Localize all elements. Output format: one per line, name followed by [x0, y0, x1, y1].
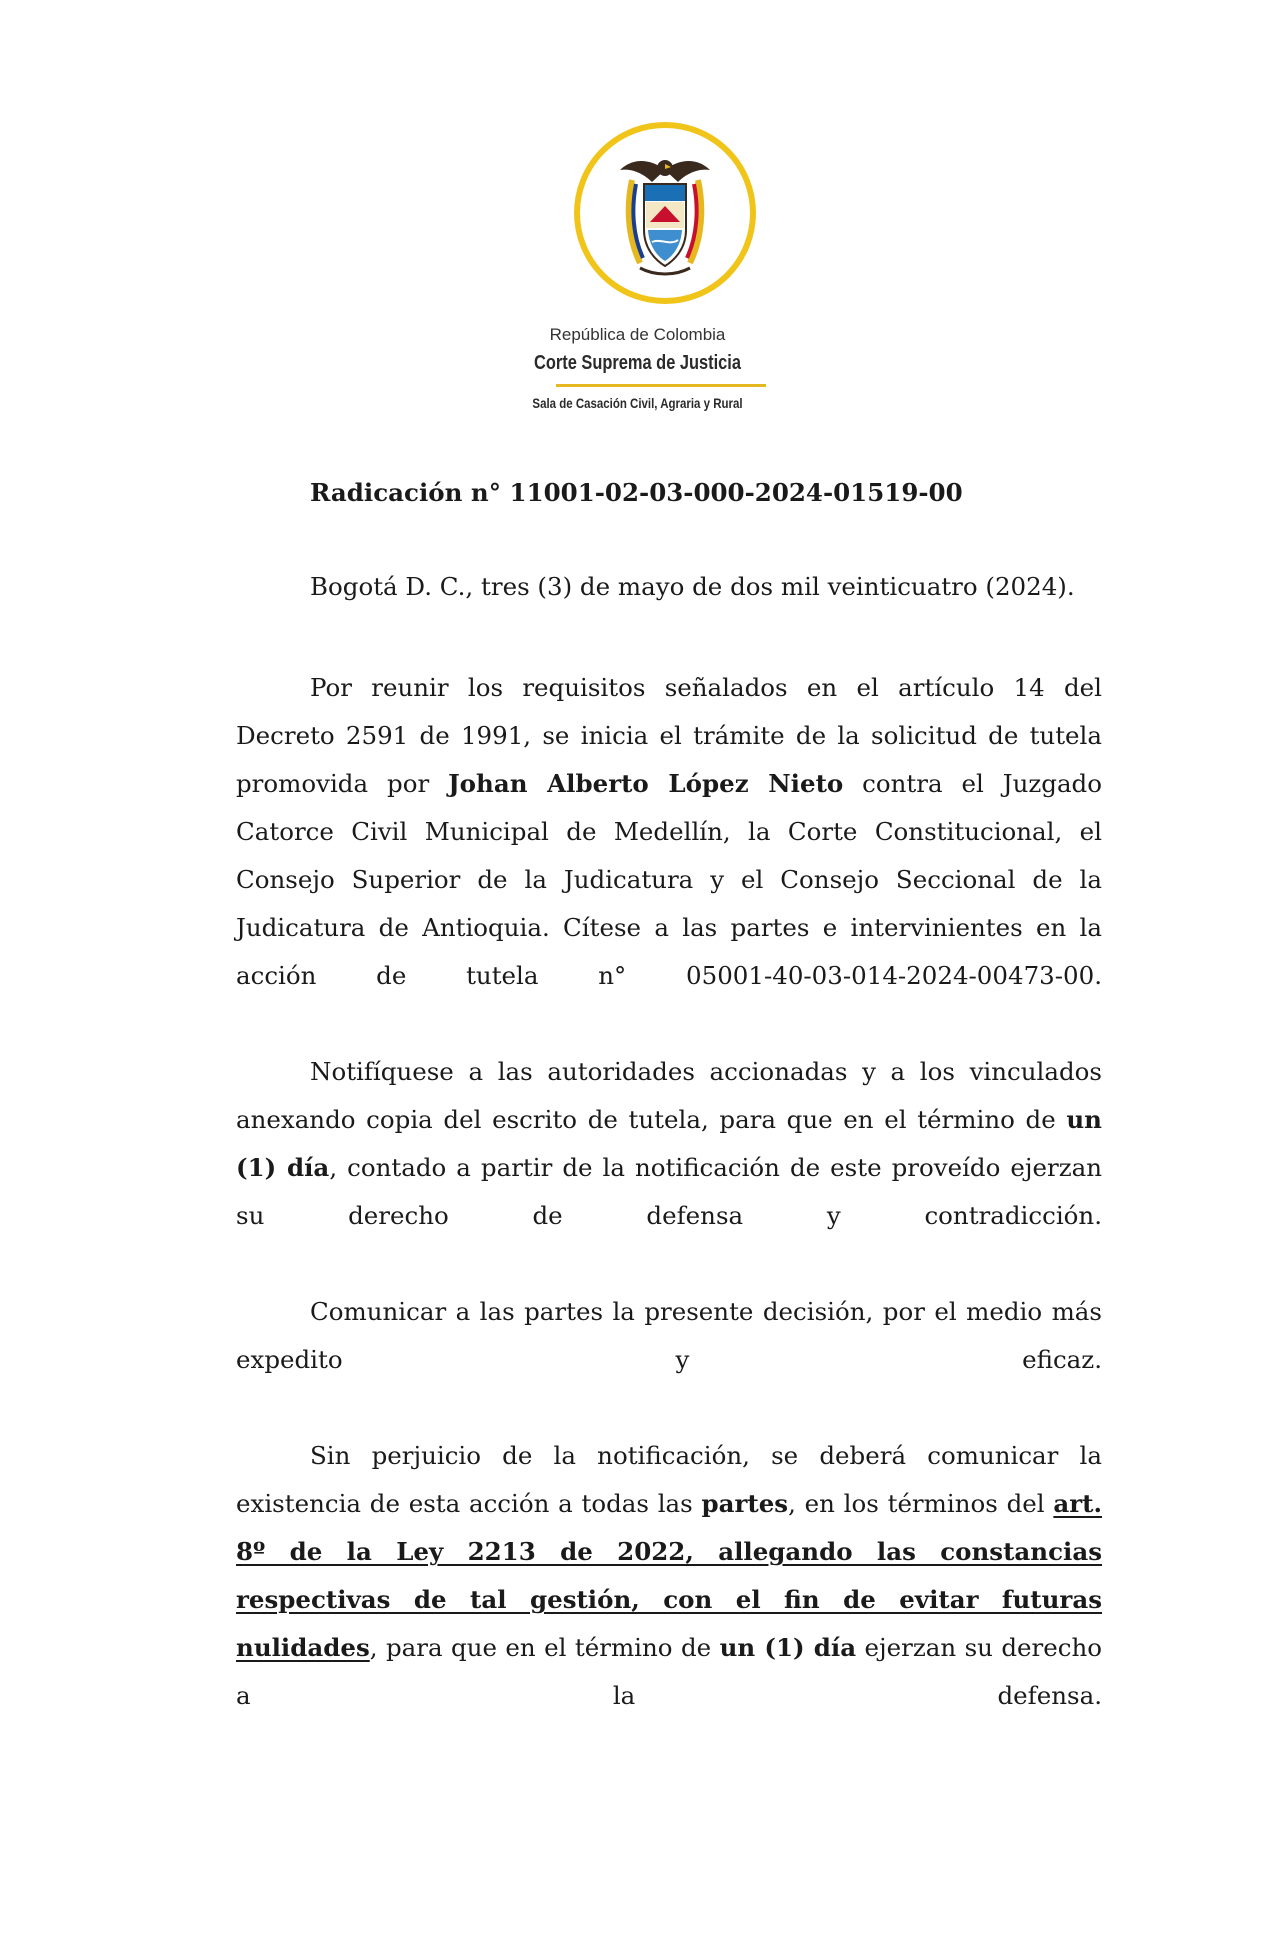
header-divider: [556, 384, 766, 387]
paragraph-communicate: Comunicar a las partes la presente decisión, por el medio más expedito y eficaz.: [236, 1297, 1102, 1374]
paragraph-admission: Por reunir los requisitos señalados en el artículo 14 del Decreto 2591 de 1991, se inicia el trámite de la solicitud de tutela promovida por Johan Alberto López Nieto contra el Juzgado Catorce Civil Municipal de Medellín, la Corte Constitucional, el Consejo Superior de la Judicatura y el Consejo Seccional de la Judicatura de Antioquia. Cítese a las partes e intervinientes en la acción de tutela n° 05001-40-03-014-2024-00473-00.: [236, 673, 1102, 990]
parties-bold: partes: [701, 1489, 789, 1518]
term-one-day: un (1) día: [236, 1105, 1102, 1182]
coat-of-arms-colombia-icon: [570, 118, 760, 308]
paragraph-notification: Notifíquese a las autoridades accionadas y a los vinculados anexando copia del escrito de tutela, para que en el término de un (1) día, contado a partir de la notificación de este proveído ejerzan su derecho de defensa y contradicción.: [236, 1057, 1102, 1230]
case-number: Radicación n° 11001-02-03-000-2024-01519-00: [310, 478, 963, 507]
law-reference-underlined: art. 8º de la Ley 2213 de 2022, allegando las constancias respectivas de tal gestión, con el fin de evitar futuras nulidades: [236, 1489, 1102, 1662]
document-date: Bogotá D. C., tres (3) de mayo de dos mil veinticuatro (2024).: [310, 572, 1075, 601]
paragraph-parties: Sin perjuicio de la notificación, se deberá comunicar la existencia de esta acción a todas las partes, en los términos del art. 8º de la Ley 2213 de 2022, allegando las constancias respectivas de tal gestión, con el fin de evitar futuras nulidades, para que en el término de un (1) día ejerzan su derecho a la defensa.: [236, 1441, 1102, 1710]
header-chamber: Sala de Casación Civil, Agraria y Rural: [532, 395, 743, 411]
header-republic: República de Colombia: [549, 325, 726, 344]
header-court-name: Corte Suprema de Justicia: [534, 352, 741, 374]
plaintiff-name: Johan Alberto López Nieto: [448, 769, 844, 798]
term-one-day-2: un (1) día: [719, 1633, 857, 1662]
